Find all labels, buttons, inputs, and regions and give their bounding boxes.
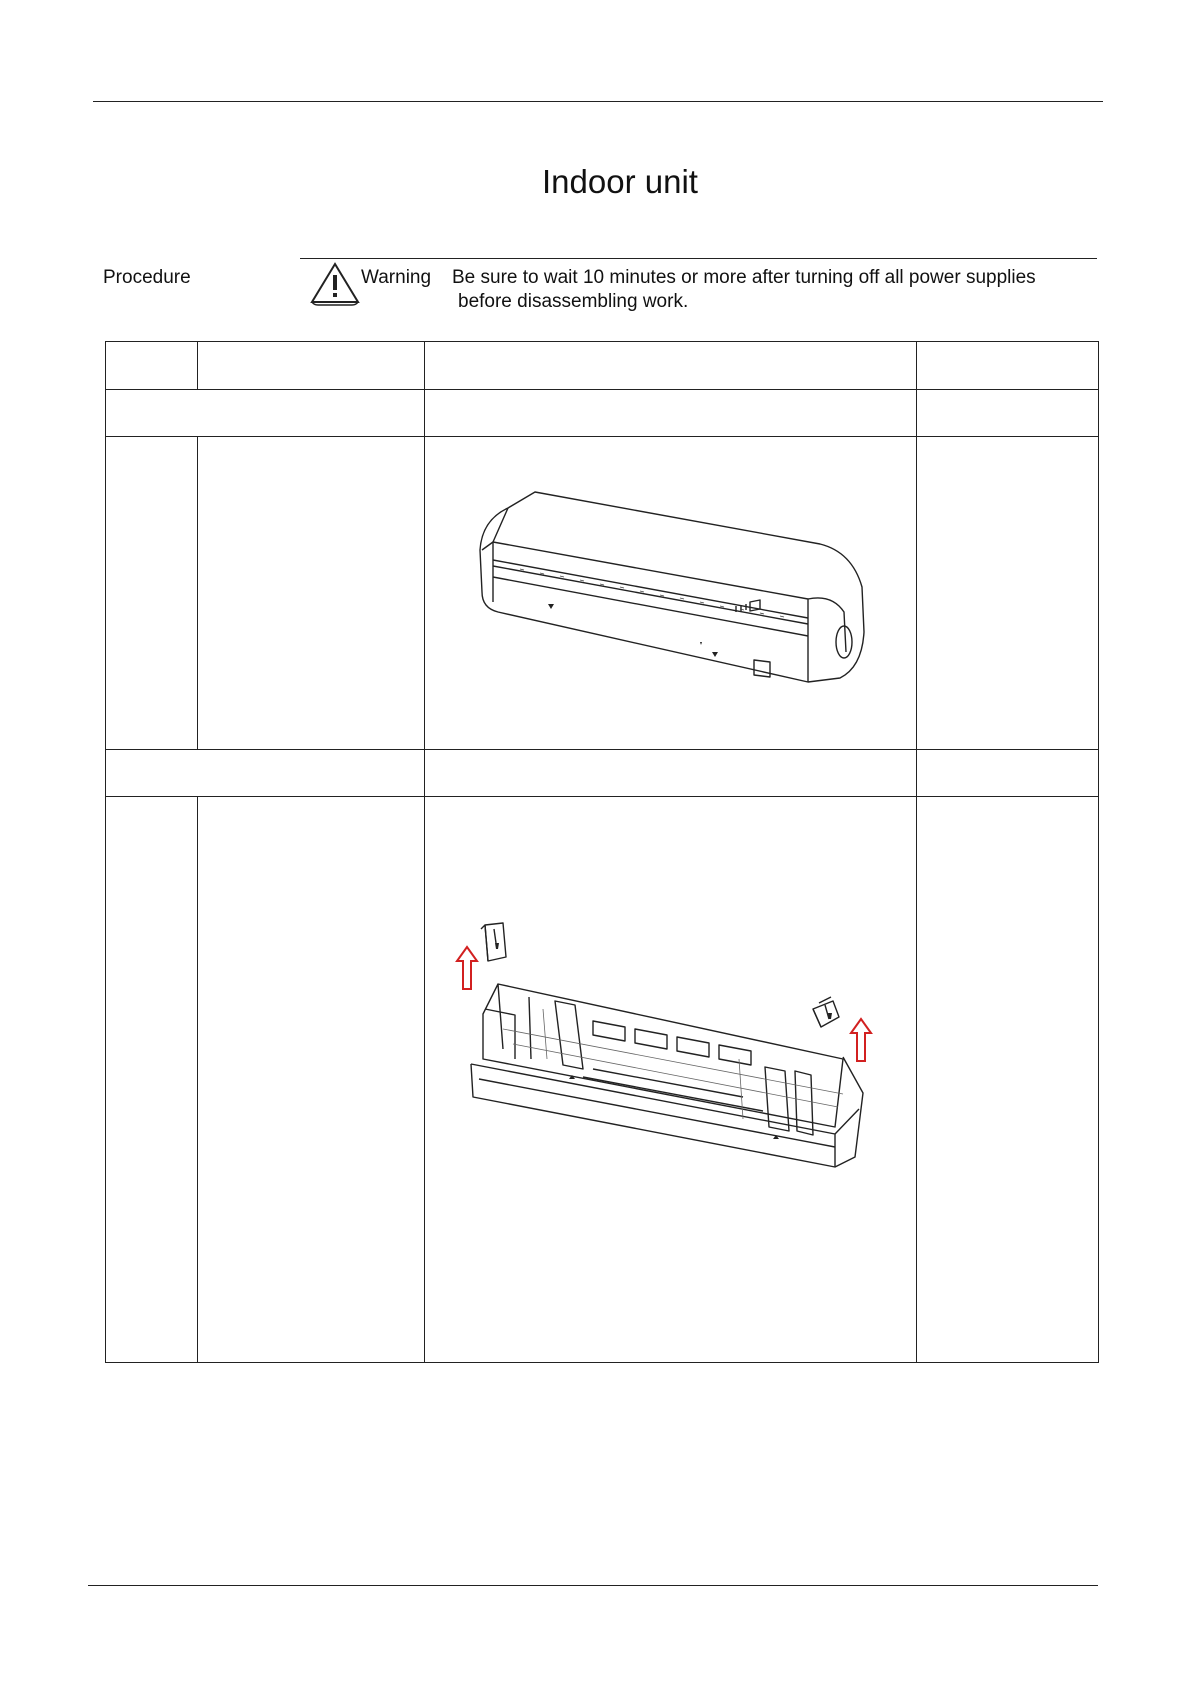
step-remarks-cell <box>917 797 1099 1363</box>
section-cell-title <box>106 390 425 437</box>
warning-text-line2: before disassembling work. <box>458 291 689 312</box>
step-figure-cell <box>425 797 917 1363</box>
warning-rule <box>300 258 1097 259</box>
indoor-unit-front-view <box>460 482 880 702</box>
step-part-cell <box>198 797 425 1363</box>
procedure-table <box>105 341 1099 1363</box>
header-cell-no <box>106 342 198 390</box>
section-cell-remarks <box>917 750 1099 797</box>
section-cell-procedure <box>425 390 917 437</box>
header-rule <box>93 101 1103 102</box>
section-cell-remarks <box>917 390 1099 437</box>
table-row <box>106 797 1099 1363</box>
table-row <box>106 437 1099 750</box>
section-cell-procedure <box>425 750 917 797</box>
step-number-cell <box>106 797 198 1363</box>
table-section-row <box>106 750 1099 797</box>
step-figure-cell <box>425 437 917 750</box>
footer-rule <box>88 1585 1098 1586</box>
warning-label: Warning <box>361 267 432 288</box>
warning-triangle-icon <box>310 262 360 306</box>
procedure-label: Procedure <box>103 267 191 288</box>
step-number-cell <box>106 437 198 750</box>
step-part-cell <box>198 437 425 750</box>
table-section-row <box>106 390 1099 437</box>
table-header-row <box>106 342 1099 390</box>
header-cell-remarks <box>917 342 1099 390</box>
warning-text-line1: Be sure to wait 10 minutes or more after turning off all power supplies <box>452 267 1036 288</box>
page-title: Indoor unit <box>542 163 698 200</box>
indoor-unit-caps-removal <box>443 909 903 1179</box>
header-cell-procedure <box>425 342 917 390</box>
header-cell-part <box>198 342 425 390</box>
section-cell-title <box>106 750 425 797</box>
step-remarks-cell <box>917 437 1099 750</box>
